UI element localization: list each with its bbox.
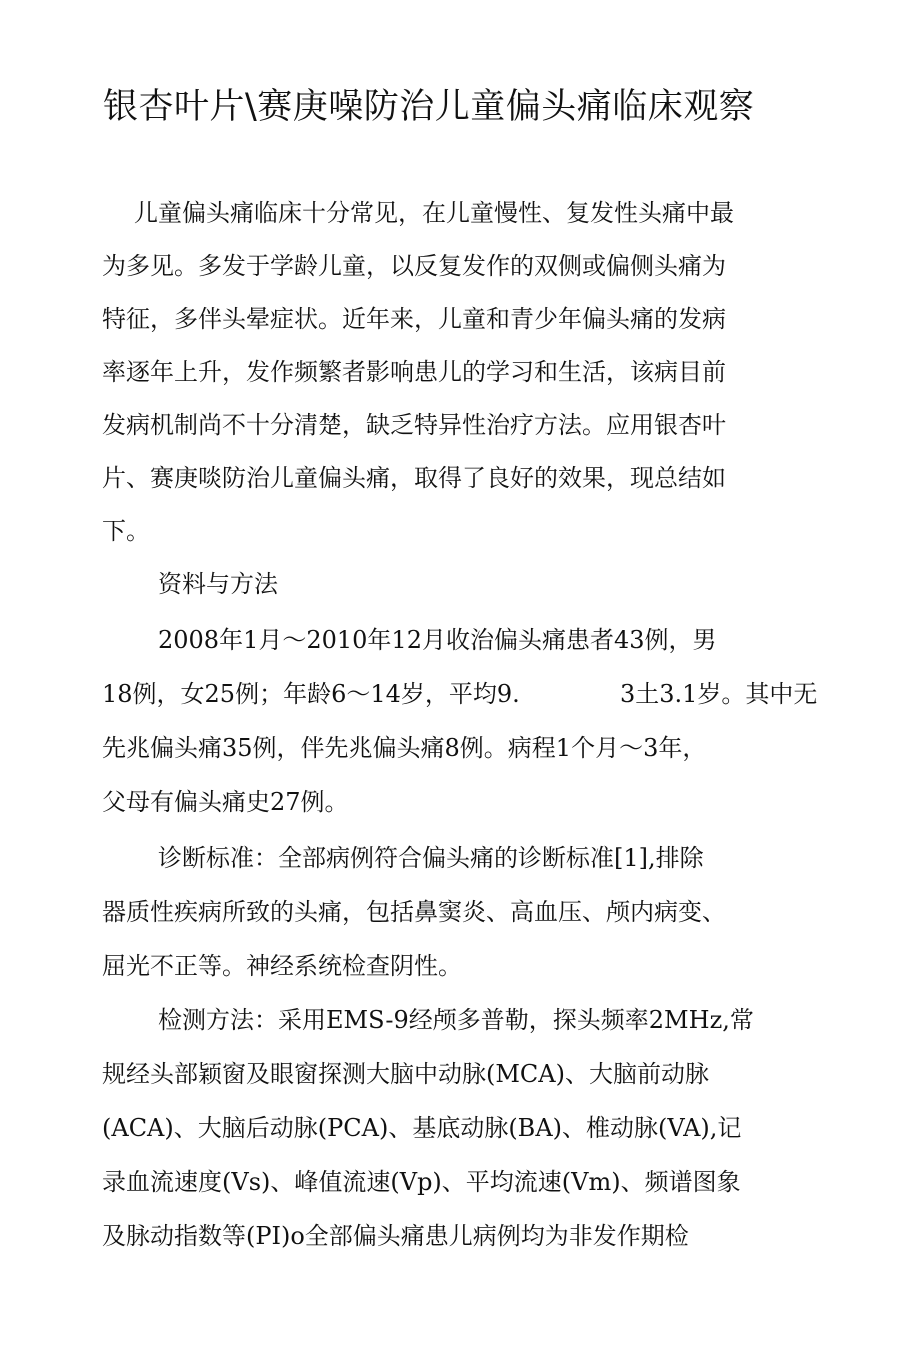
- paragraph-2-line-4: 父母有偏头痛史27例。: [102, 788, 349, 816]
- paragraph-2-line-2-left: 18例，女25例；年龄6～14岁，平均9.: [102, 680, 520, 708]
- paragraph-1-line-3: 特征，多伴头晕症状。近年来，儿童和青少年偏头痛的发病: [102, 305, 726, 333]
- paragraph-1-line-6: 片、赛庚啖防治儿童偏头痛，取得了良好的效果，现总结如: [102, 464, 726, 492]
- paragraph-3-line-3: 屈光不正等。神经系统检查阴性。: [102, 952, 462, 980]
- paragraph-1-line-4: 率逐年上升，发作频繁者影响患儿的学习和生活，该病目前: [102, 358, 726, 386]
- paragraph-2-line-3: 先兆偏头痛35例，伴先兆偏头痛8例。病程1个月～3年，: [102, 734, 707, 762]
- paragraph-4-line-3: (ACA)、大脑后动脉(PCA)、基底动脉(BA)、椎动脉(VA),记: [102, 1114, 742, 1142]
- section-heading: 资料与方法: [158, 570, 278, 598]
- paragraph-3-line-1: 诊断标准：全部病例符合偏头痛的诊断标准[1],排除: [158, 844, 704, 872]
- paragraph-1-line-5: 发病机制尚不十分清楚，缺乏特异性治疗方法。应用银杏叶: [102, 411, 726, 439]
- paragraph-2-line-1: 2008年1月～2010年12月收治偏头痛患者43例，男: [158, 626, 717, 654]
- paragraph-3-line-2: 器质性疾病所致的头痛，包括鼻窦炎、高血压、颅内病变、: [102, 898, 726, 926]
- paragraph-4-line-2: 规经头部颖窗及眼窗探测大脑中动脉(MCA)、大脑前动脉: [102, 1060, 709, 1088]
- paragraph-1-line-7: 下。: [102, 517, 150, 545]
- paragraph-2-line-2-right: 3土3.1岁。其中无: [620, 680, 818, 708]
- paragraph-1-line-2: 为多见。多发于学龄儿童，以反复发作的双侧或偏侧头痛为: [102, 252, 726, 280]
- document-title: 银杏叶片\赛庚噪防治儿童偏头痛临床观察: [103, 87, 755, 127]
- paragraph-1-line-1: 儿童偏头痛临床十分常见，在儿童慢性、复发性头痛中最: [134, 199, 734, 227]
- paragraph-4-line-5: 及脉动指数等(PI)o全部偏头痛患儿病例均为非发作期检: [102, 1222, 689, 1250]
- paragraph-4-line-4: 录血流速度(Vs)、峰值流速(Vp)、平均流速(Vm)、频谱图象: [102, 1168, 741, 1196]
- paragraph-4-line-1: 检测方法：采用EMS-9经颅多普勒，探头频率2MHz,常: [158, 1006, 754, 1034]
